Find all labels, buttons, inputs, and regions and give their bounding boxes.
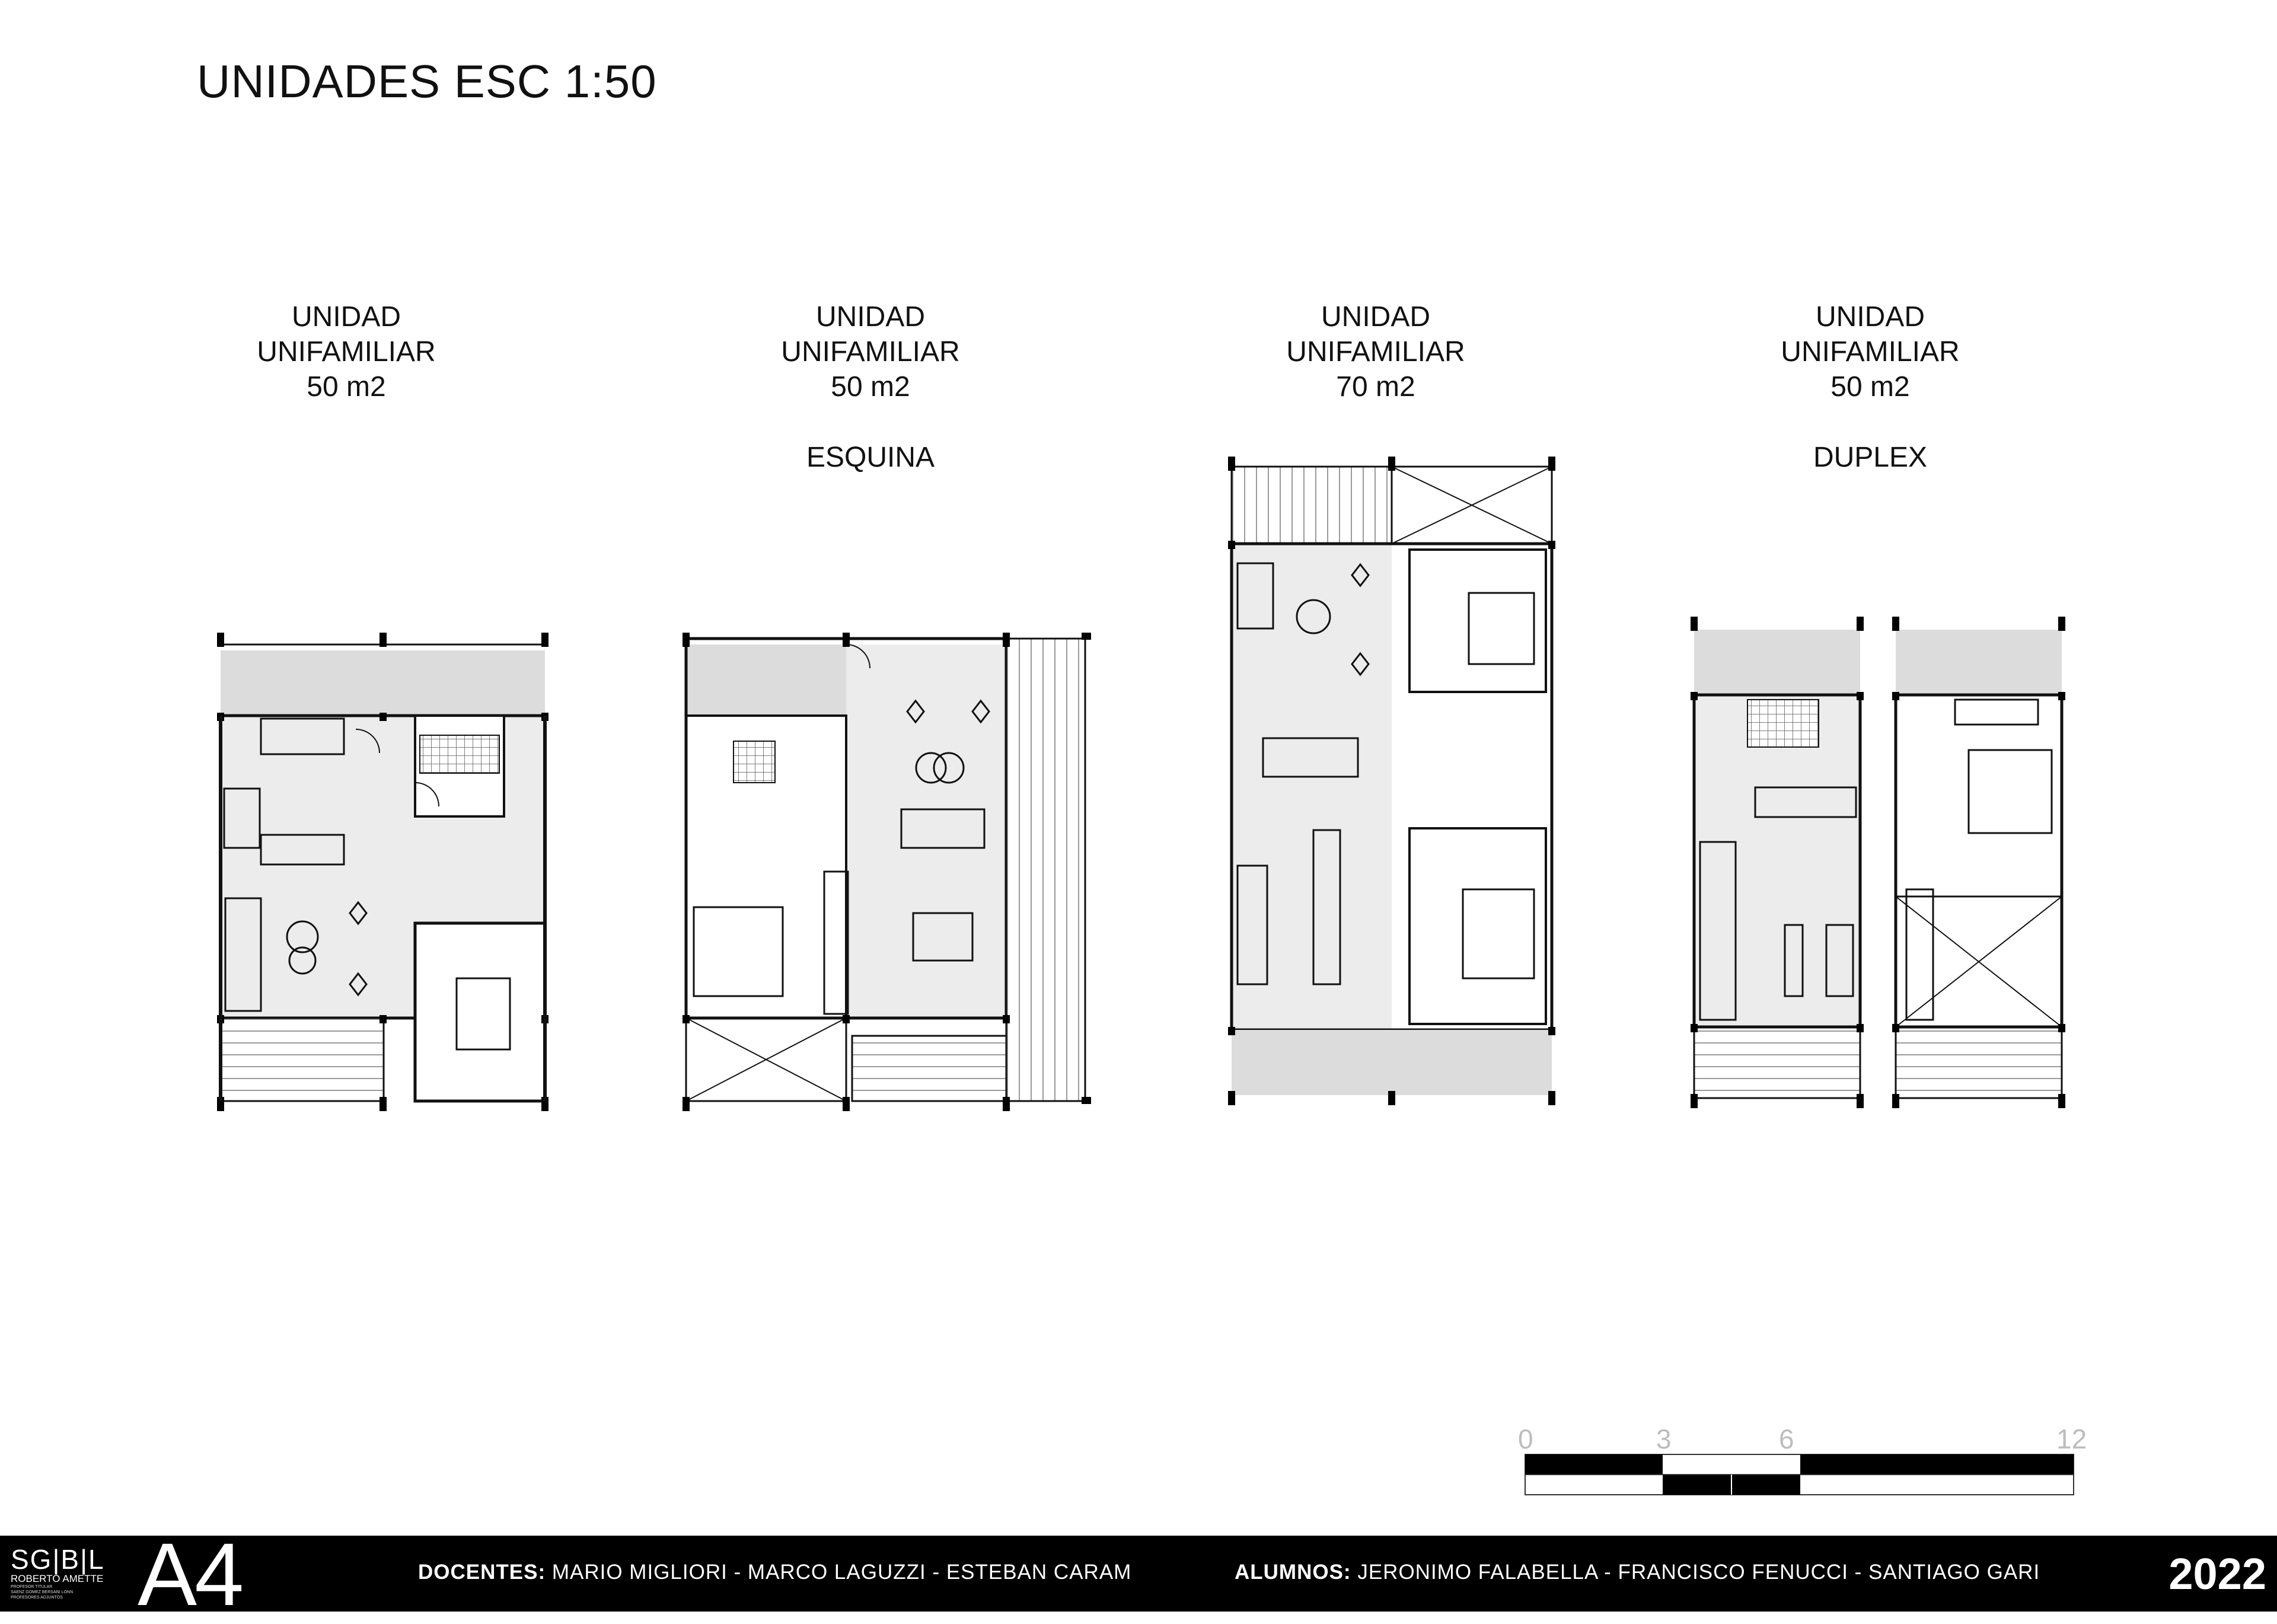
plan-unit-4 bbox=[1691, 617, 2065, 1108]
docentes-names: MARIO MIGLIORI - MARCO LAGUZZI - ESTEBAN CARAM bbox=[551, 1561, 1132, 1584]
unit-label-variant: ESQUINA bbox=[806, 442, 935, 473]
plan-unit-2 bbox=[683, 633, 1091, 1111]
unit-label-area: 50 m2 bbox=[1830, 371, 1910, 403]
unit-label-line2: UNIFAMILIAR bbox=[1286, 336, 1465, 368]
page-title: UNIDADES ESC 1:50 bbox=[197, 55, 657, 107]
plan-unit-3 bbox=[1228, 457, 1555, 1105]
docentes bbox=[418, 1561, 1131, 1584]
alumnos-label: ALUMNOS: bbox=[1235, 1561, 1351, 1584]
alumnos bbox=[1235, 1561, 2040, 1584]
scale-tick-12: 12 bbox=[2056, 1424, 2087, 1454]
scale-tick-0: 0 bbox=[1518, 1424, 1533, 1454]
unit-label-line2: UNIFAMILIAR bbox=[257, 336, 436, 368]
unit-label-line2: UNIFAMILIAR bbox=[781, 336, 960, 368]
logo-small-1: PROFESOR TITULAR bbox=[11, 1585, 53, 1589]
unit-label-line1: UNIDAD bbox=[1321, 301, 1430, 333]
sheet-number: A4 bbox=[138, 1524, 242, 1624]
plan-unit-1 bbox=[217, 633, 548, 1111]
logo-small-3: PROFESORES ADJUNTOS bbox=[11, 1596, 63, 1600]
scale-tick-3: 3 bbox=[1656, 1424, 1672, 1454]
docentes-label: DOCENTES: bbox=[418, 1561, 546, 1584]
footer-bar bbox=[0, 1524, 2277, 1624]
unit-label-line2: UNIFAMILIAR bbox=[1781, 336, 1960, 368]
unit-label-line1: UNIDAD bbox=[1815, 301, 1925, 333]
unit-label-line1: UNIDAD bbox=[815, 301, 925, 333]
unit-label-variant: DUPLEX bbox=[1813, 442, 1928, 473]
logo-text: SG|B|L bbox=[11, 1544, 105, 1575]
unit-label-area: 50 m2 bbox=[831, 371, 910, 403]
unit-label-area: 70 m2 bbox=[1336, 371, 1415, 403]
scale-tick-6: 6 bbox=[1779, 1424, 1794, 1454]
scale-bar bbox=[1525, 1454, 2074, 1495]
school-logo bbox=[11, 1545, 111, 1600]
logo-small-2: SAENZ GOMEZ BERSANI LONN bbox=[11, 1590, 74, 1594]
unit-label-area: 50 m2 bbox=[307, 371, 386, 403]
logo-name: ROBERTO AMETTE bbox=[11, 1573, 104, 1584]
year: 2022 bbox=[2168, 1549, 2266, 1599]
unit-label-line1: UNIDAD bbox=[291, 301, 401, 333]
alumnos-names: JERONIMO FALABELLA - FRANCISCO FENUCCI - SANTIAGO GARI bbox=[1357, 1561, 2040, 1584]
